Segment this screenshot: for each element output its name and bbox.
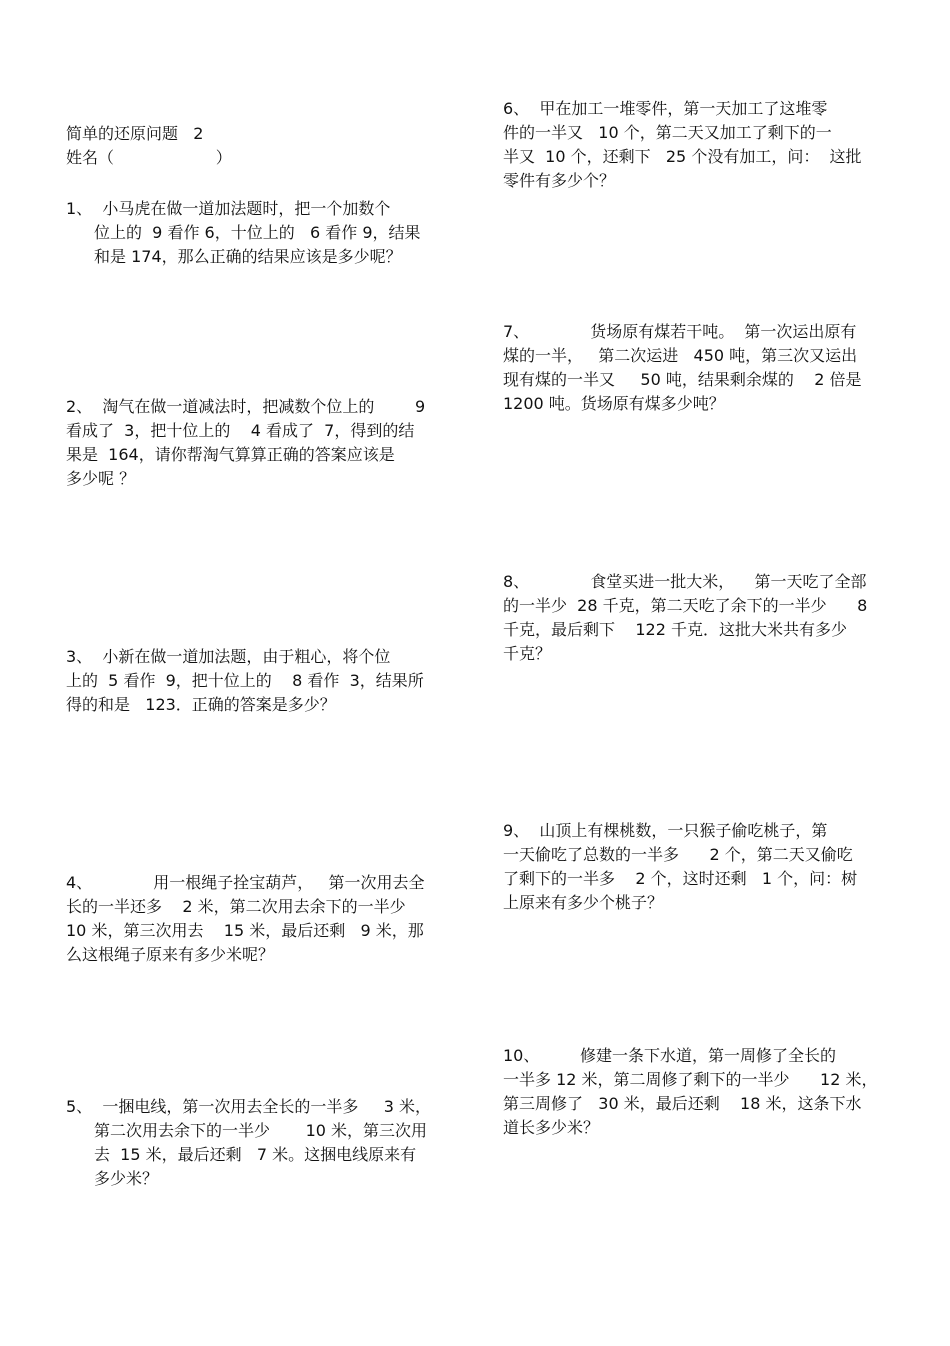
problem-6 (503, 97, 888, 193)
problem-line: 千克，最后剩下 122 千克．这批大米共有多少 (503, 620, 847, 639)
problem-line: 果是 164，请你帮淘气算算正确的答案应该是 (66, 445, 395, 464)
problem-line: 煤的一半， 第二次运进 450 吨，第三次又运出 (503, 346, 858, 365)
problem-line: 么这根绳子原来有多少米呢？ (66, 945, 275, 964)
problem-line: 件的一半又 10 个，第二天又加工了剩下的一 (503, 123, 832, 142)
problem-line: 6、 甲在加工一堆零件，第一天加工了这堆零 (503, 99, 828, 118)
problem-4 (66, 871, 446, 967)
problem-line: 9、 山顶上有棵桃数，一只猴子偷吃桃子，第 (503, 821, 828, 840)
problem-line: 多少呢 ？ (66, 469, 136, 488)
problem-line: 位上的 9 看作 6，十位上的 6 看作 9，结果 (94, 223, 421, 242)
problem-line: 3、 小新在做一道加法题，由于粗心，将个位 (66, 647, 391, 666)
problem-line: 一天偷吃了总数的一半多 2 个，第二天又偷吃 (503, 845, 853, 864)
problem-line: 了剩下的一半多 2 个，这时还剩 1 个，问：树 (503, 869, 858, 888)
problem-5 (66, 1095, 446, 1191)
problem-line: 的一半少 28 千克，第二天吃了余下的一半少 8 (503, 596, 868, 615)
problem-line: 2、 淘气在做一道减法时，把减数个位上的 9 (66, 397, 426, 416)
problem-line: 8、 食堂买进一批大米， 第一天吃了全部 (503, 572, 867, 591)
problem-9 (503, 819, 888, 915)
problem-line: 1200 吨。货场原有煤多少吨？ (503, 394, 725, 413)
problem-line: 上的 5 看作 9，把十位上的 8 看作 3，结果所 (66, 671, 424, 690)
problem-1 (66, 197, 446, 269)
problem-line: 看成了 3，把十位上的 4 看成了 7，得到的结 (66, 421, 415, 440)
problem-line: 多少米？ (94, 1169, 159, 1188)
problem-2 (66, 395, 446, 491)
worksheet-title: 简单的还原问题 2 (66, 124, 204, 143)
problem-line: 零件有多少个？ (503, 171, 616, 190)
problem-line: 一半多 12 米，第二周修了剩下的一半少 12 米， (503, 1070, 878, 1089)
problem-line: 第二次用去余下的一半少 10 米，第三次用 (94, 1121, 428, 1140)
worksheet-header (66, 122, 232, 170)
problem-line: 10 米，第三次用去 15 米，最后还剩 9 米，那 (66, 921, 424, 940)
problem-line: 去 15 米，最后还剩 7 米。这捆电线原来有 (94, 1145, 417, 1164)
problem-line: 道长多少米？ (503, 1118, 600, 1137)
problem-7 (503, 320, 888, 416)
problem-line: 1、 小马虎在做一道加法题时，把一个加数个 (66, 199, 391, 218)
problem-line: 长的一半还多 2 米，第二次用去余下的一半少 (66, 897, 406, 916)
problem-line: 得的和是 123．正确的答案是多少？ (66, 695, 336, 714)
problem-line: 7、 货场原有煤若干吨。 第一次运出原有 (503, 322, 857, 341)
problem-line: 千克？ (503, 644, 552, 663)
problem-line: 5、 一捆电线，第一次用去全长的一半多 3 米， (66, 1097, 432, 1116)
problem-line: 现有煤的一半又 50 吨，结果剩余煤的 2 倍是 (503, 370, 862, 389)
problem-3 (66, 645, 446, 717)
problem-line: 4、 用一根绳子拴宝葫芦， 第一次用去全 (66, 873, 425, 892)
problem-line: 10、 修建一条下水道，第一周修了全长的 (503, 1046, 837, 1065)
problem-line: 第三周修了 30 米，最后还剩 18 米，这条下水 (503, 1094, 862, 1113)
problem-line: 上原来有多少个桃子？ (503, 893, 664, 912)
problem-8 (503, 570, 888, 666)
problem-10 (503, 1044, 888, 1140)
problem-line: 半又 10 个，还剩下 25 个没有加工，问： 这批 (503, 147, 862, 166)
name-field-label: 姓名（ ） (66, 148, 232, 167)
problem-line: 和是 174，那么正确的结果应该是多少呢？ (94, 247, 402, 266)
